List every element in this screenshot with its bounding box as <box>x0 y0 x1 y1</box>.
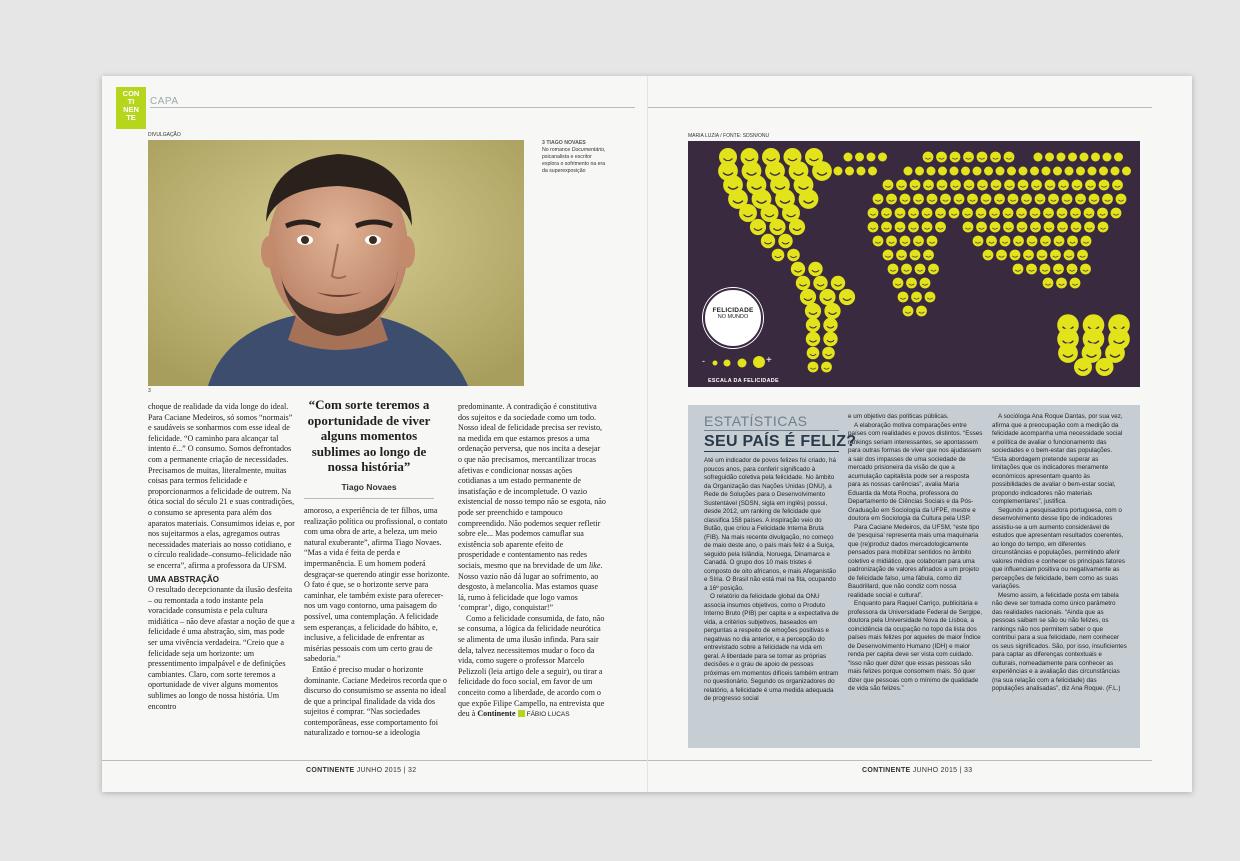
smiley-map <box>688 141 1140 387</box>
smiley-icon <box>1021 194 1032 205</box>
smiley-icon <box>973 167 982 176</box>
smiley-icon <box>1097 208 1108 219</box>
smiley-icon <box>1111 208 1122 219</box>
smiley-icon <box>981 194 992 205</box>
smiley-icon <box>996 167 1005 176</box>
box-column-3 <box>992 413 1127 694</box>
smiley-icon <box>1040 264 1051 275</box>
smiley-icon <box>844 153 853 162</box>
article-column-3 <box>458 402 606 721</box>
smiley-icon <box>986 236 997 247</box>
smiley-icon <box>954 194 965 205</box>
smiley-icon <box>991 180 1002 191</box>
smiley-icon <box>1057 208 1068 219</box>
end-mark-icon <box>518 710 525 717</box>
smiley-icon <box>857 167 866 176</box>
scale-plus: + <box>766 355 772 366</box>
smiley-icon <box>963 222 974 233</box>
smiley-icon <box>922 208 933 219</box>
smiley-icon <box>927 236 938 247</box>
paragraph: A socióloga Ana Roque Dantas, por sua vez, afirma que a preocupação com a medição da felicidade acompanha uma necessidade social e política de avaliar o funcionamento das sociedades e o bem-estar das populações. “Esta abordagem pretende superar as limitações que os indicadores meramente económicos apresentam quanto às possibilidades de avaliar o bem-estar social, propondo indicadores não materiais complementares”, justifica. <box>992 413 1123 505</box>
smiley-icon <box>831 276 845 290</box>
smiley-icon <box>1070 208 1081 219</box>
smiley-icon <box>819 289 835 305</box>
smiley-icon <box>1040 236 1051 247</box>
smiley-icon <box>1080 153 1089 162</box>
map-credit: MARIA LUZIA / FONTE: SDSN/ONU <box>688 133 770 139</box>
smiley-icon <box>1099 180 1110 191</box>
smiley-icon <box>1023 250 1034 261</box>
smiley-icon <box>961 167 970 176</box>
smiley-icon <box>973 236 984 247</box>
smiley-icon <box>1003 222 1014 233</box>
smiley-icon <box>1008 194 1019 205</box>
smiley-icon <box>739 204 757 222</box>
smiley-icon <box>915 264 926 275</box>
smiley-icon <box>1050 250 1061 261</box>
smiley-icon <box>873 194 884 205</box>
smiley-icon <box>1102 194 1113 205</box>
smiley-icon <box>923 180 934 191</box>
smiley-icon <box>906 278 917 289</box>
smiley-icon <box>901 264 912 275</box>
paragraph: Segundo a pesquisadora portuguesa, com o desenvolvimento desse tipo de indicadores assistiu-se a um aumento considerável de estudos que apresentam resultados coerentes, ao longo do tempo, em diferentes circunstâncias e populações, permitindo aferir valores médios e conhecer os principais fatores que influenciam positiva ou negativamente as percepções de felicidade, bem como as suas variações. <box>992 506 1126 590</box>
smiley-icon <box>1000 236 1011 247</box>
photo-caption: 3 TIAGO NOVAES No romance Documentário, psicanalista e escritor explora o sofrimento na era da superexposição <box>542 140 606 174</box>
smiley-icon <box>927 194 938 205</box>
smiley-icon <box>935 222 946 233</box>
paragraph: Então é preciso mudar o horizonte dominante. Caciane Medeiros recorda que o discurso do consumismo se assenta no ideal de que a principal finalidade da vida dos sujeitos é comprar. “Nas sociedades contemporâneas, esse comportamento foi naturalizado e tornou-se a ideologia <box>304 664 447 738</box>
smiley-icon <box>895 208 906 219</box>
smiley-icon <box>823 318 837 332</box>
smiley-icon <box>888 264 899 275</box>
smiley-icon <box>1017 222 1028 233</box>
smiley-icon <box>1030 208 1041 219</box>
smiley-icon <box>1030 167 1039 176</box>
smiley-icon <box>936 152 947 163</box>
smiley-icon <box>1065 167 1074 176</box>
smiley-icon <box>868 222 879 233</box>
smiley-icon <box>796 276 810 290</box>
paragraph: O relatório da felicidade global da ONU associa insumos objetivos, como o Produto Interno Bruto (PIB) per capita e a expectativa de vida, a critérios subjetivos, baseados em perguntas a respeito de emoções positivas e negativas no dia anterior, e a percepção do entrevistado sobre a felicidade na vida em geral. A liberdade para se tomar as próprias decisões e o grau de apoio de pessoas próximas em momentos difíceis também entram no questionário. Segundo os organizadores do relatório, a felicidade é uma medida adequada de progresso social <box>704 593 839 702</box>
smiley-icon <box>883 180 894 191</box>
pull-quote: “Com sorte teremos a oportunidade de viver alguns momentos sublimes ao longo de nossa história” <box>307 397 431 474</box>
smiley-icon <box>787 249 800 262</box>
smiley-icon <box>800 289 816 305</box>
smiley-icon <box>778 234 792 248</box>
paragraph: A elaboração motiva comparações entre países com realidades e povos distintos. “Esses rankings seriam interessantes, se apontassem para outras formas de viver que nos ajudassem a sair dos impasses de uma sociedade de mercado prisioneira da visão de que a acumulação capitalista pode ser a resposta para as nossas carências”, avalia Maria Eduarda da Mota Rocha, professora do Departamento de Ciências Sociais e da Pós-Graduação em Sociologia da UFPE, mestre e doutora em Sociologia da Cultura pela USP. <box>848 421 983 522</box>
smiley-icon <box>1116 194 1127 205</box>
left-footer <box>102 760 647 784</box>
header-rule <box>150 107 635 108</box>
smiley-icon <box>1068 153 1077 162</box>
article-column-2 <box>304 506 452 739</box>
smiley-icon <box>867 153 876 162</box>
portrait-photo <box>148 140 524 386</box>
smiley-icon <box>1013 236 1024 247</box>
smiley-icon <box>1004 152 1015 163</box>
smiley-icon <box>1084 222 1095 233</box>
smiley-icon <box>927 167 936 176</box>
smiley-icon <box>1058 180 1069 191</box>
smiley-icon <box>967 194 978 205</box>
smiley-icon <box>1098 222 1109 233</box>
smiley-icon <box>791 262 805 276</box>
smiley-icon <box>925 292 936 303</box>
paragraph: predominante. A contradição é constitutiva dos sujeitos e da sociedade como um todo. Nosso ideal de felicidade precisa ser revisto, na medida em que estamos presos a uma ordenação perversa, que nos incita a desejar o que não precisamos, mercantilizar trocas afetivas e condicionar nossas ações cotidianas a um estado permanente de insatisfação e de incompletude. O vazio existencial de nosso tempo não se esgota, não pode ser preenchido e tampouco compreendido. Não podemos sequer refletir sobre ele... Mas podemos camuflar sua existência sob aparente efeito de prosperidade e contentamento nas redes sociais, mesmo que na brevidade de um like. Nosso vazio não dá lugar ao sofrimento, ao desgosto, à melancolia. Mas estamos quase lá, rumo à felicidade que logo vamos ‘comprar’, digo, conquistar!” <box>458 402 606 613</box>
smiley-icon <box>806 332 820 346</box>
smiley-icon <box>1048 194 1059 205</box>
smiley-icon <box>898 292 909 303</box>
smiley-icon <box>1067 264 1078 275</box>
box-column-1 <box>704 457 839 704</box>
smiley-icon <box>769 219 785 235</box>
smiley-icon <box>822 347 835 360</box>
smiley-icon <box>976 208 987 219</box>
smiley-icon <box>1003 208 1014 219</box>
smiley-icon <box>883 250 894 261</box>
smiley-icon <box>1070 278 1081 289</box>
smiley-icon <box>928 264 939 275</box>
smiley-icon <box>976 222 987 233</box>
smiley-icon <box>1062 194 1073 205</box>
smiley-icon <box>1056 278 1067 289</box>
smiley-icon <box>1034 153 1043 162</box>
scale-minus: - <box>702 356 705 366</box>
smiley-icon <box>996 250 1007 261</box>
smiley-icon <box>1072 180 1083 191</box>
smiley-icon <box>908 222 919 233</box>
smiley-icon <box>886 236 897 247</box>
smiley-icon <box>1045 180 1056 191</box>
smiley-icon <box>910 250 921 261</box>
smiley-icon <box>911 292 922 303</box>
smiley-icon <box>963 152 974 163</box>
box-headline: SEU PAÍS É FELIZ? <box>704 433 857 450</box>
smiley-icon <box>990 152 1001 163</box>
smiley-icon <box>873 236 884 247</box>
smiley-icon <box>1085 180 1096 191</box>
smiley-icon <box>1018 180 1029 191</box>
smiley-icon <box>886 194 897 205</box>
photo-number: 3 <box>148 388 151 394</box>
paragraph: Enquanto para Raquel Carriço, publicitária e professora da Universidade Federal de Sergipe, doutora pela Universidade Nova de Lisboa, a coincidência da ocupação no topo da lista dos países mais felizes por aqueles de maior Índice de Desenvolvimento Humano (IDH) e maior renda per capita deve ser vista com cuidado. “Isso não quer dizer que essas pessoas são mais felizes porque consomem mais. Só quer dizer que pessoas com o mínimo de qualidade de vida são felizes.” <box>848 600 983 692</box>
scale-smileys-icon <box>710 354 790 370</box>
left-page <box>102 76 647 792</box>
right-page <box>648 76 1192 792</box>
smiley-icon <box>761 234 775 248</box>
smiley-icon <box>1043 208 1054 219</box>
smiley-icon <box>962 208 973 219</box>
smiley-icon <box>1007 167 1016 176</box>
subheading: UMA ABSTRAÇÃO <box>148 574 219 584</box>
smiley-icon <box>922 222 933 233</box>
smiley-icon <box>916 306 927 317</box>
smiley-icon <box>1091 153 1100 162</box>
smiley-icon <box>1030 222 1041 233</box>
folio: CONTINENTE JUNHO 2015 | 32 <box>306 767 417 774</box>
smiley-icon <box>990 222 1001 233</box>
smiley-icon <box>977 180 988 191</box>
smiley-icon <box>994 194 1005 205</box>
smiley-icon <box>1112 180 1123 191</box>
header-rule <box>648 107 1152 108</box>
photo-credit: DIVULGAÇÃO <box>148 132 181 138</box>
smiley-icon <box>964 180 975 191</box>
smiley-icon <box>1074 358 1092 376</box>
smiley-icon <box>950 180 961 191</box>
smiley-icon <box>1058 343 1078 363</box>
smiley-icon <box>950 152 961 163</box>
smiley-icon <box>1088 167 1097 176</box>
smiley-icon <box>881 222 892 233</box>
smiley-icon <box>935 208 946 219</box>
smiley-icon <box>824 303 840 319</box>
smiley-icon <box>1031 180 1042 191</box>
smiley-icon <box>1013 264 1024 275</box>
smiley-icon <box>1042 167 1051 176</box>
smiley-icon <box>1077 250 1088 261</box>
smiley-icon <box>821 362 832 373</box>
smiley-icon <box>881 208 892 219</box>
smiley-icon <box>923 250 934 261</box>
folio: CONTINENTE JUNHO 2015 | 33 <box>862 767 973 774</box>
smiley-icon <box>1057 222 1068 233</box>
smiley-icon <box>1016 208 1027 219</box>
smiley-icon <box>950 167 959 176</box>
smiley-icon <box>1071 222 1082 233</box>
smiley-icon <box>1067 236 1078 247</box>
smiley-icon <box>1122 167 1131 176</box>
paragraph: Mesmo assim, a felicidade posta em tabela não deve ser tomada como único parâmetro das realidades nacionais. “Ainda que as pessoas saibam se são ou não felizes, os rankings não nos permitem saber o que contribui para a sua felicidade, nem conhecer os seus significados. São, por isso, insuficientes para captar as diferenças contextuais e culturais, nomeadamente para conhecer as experiências e a avaliação das circunstâncias (na sua relação com a felicidade) das populações analisadas”, diz Ana Roque. (F.L.) <box>992 591 1127 692</box>
smiley-icon <box>1076 167 1085 176</box>
smiley-icon <box>808 262 822 276</box>
smiley-icon <box>900 194 911 205</box>
smiley-icon <box>1114 153 1123 162</box>
smiley-icon <box>1045 153 1054 162</box>
smiley-icon <box>1026 264 1037 275</box>
smiley-icon <box>949 208 960 219</box>
smiley-icon <box>750 219 766 235</box>
paragraph: Até um indicador de povos felizes foi criado, há poucos anos, para conferir significado à sofreguidão coletiva pela felicidade. No âmbito da Organização das Nações Unidas (ONU), a Rede de Soluções para o Desenvolvimento Sustentável (SDSN, sigla em inglês) possui, desde 2012, um ranking de felicidade que classifica 158 países. A inspiração veio do Butão, que criou a Felicidade Interna Bruta (FIB). Na mais recente divulgação, no começo de maio deste ano, o país mais feliz é a Suíça, seguido pela Islândia, Noruega, Dinamarca e Canadá. O grupo dos 10 mais tristes é composto de oito africanos, e mais Afeganistão e Síria. O Brasil não está mal na fita, ocupando a 16º posição. <box>704 457 836 592</box>
smiley-icon <box>799 189 819 209</box>
paragraph: amoroso, a experiência de ter filhos, uma realização política ou profissional, o contato com uma obra de arte, a beleza, um meio natural exuberante”, afirma Tiago Novaes. “Mas a vida é feita de perda e impermanência. E um homem poderá desgraçar-se querendo atingir esse horizonte. O fato é que, se o horizonte serve para caminhar, ele também existe para oferecer-nos um vago contorno, uma paisagem do possível, uma contemplação. A felicidade sem esperanças, a felicidade do hábito, e, inclusive, a felicidade de enfrentar as misérias pessoais com um certo grau de sabedoria.” <box>304 506 450 664</box>
smiley-icon <box>938 167 947 176</box>
smiley-icon <box>937 180 948 191</box>
smiley-icon <box>1057 153 1066 162</box>
paragraph: Para Caciane Medeiros, da UFSM, “este tipo de ‘pesquisa’ representa mais uma maquinaria que (re)produz dados mercadologicamente pensados para mobilizar sentidos no âmbito coletivo e midiático, que colaboram para uma padronização de valores afinados a um projeto de felicidade falso, uma fábula, como diz Baudrillard, que não condiz com nossa realidade social e cultural”. <box>848 523 980 599</box>
smiley-icon <box>920 278 931 289</box>
smiley-icon <box>984 167 993 176</box>
smiley-icon <box>910 180 921 191</box>
smiley-icon <box>1064 250 1075 261</box>
smiley-icon <box>1035 194 1046 205</box>
smiley-icon <box>823 332 837 346</box>
smiley-icon <box>1019 167 1028 176</box>
scale-label: ESCALA DA FELICIDADE <box>708 378 779 384</box>
smiley-icon <box>1096 358 1114 376</box>
smiley-icon <box>896 250 907 261</box>
smiley-icon <box>807 347 820 360</box>
smiley-icon <box>868 208 879 219</box>
smiley-icon <box>1084 208 1095 219</box>
smiley-icon <box>983 250 994 261</box>
box-kicker: ESTATÍSTICAS <box>704 413 808 429</box>
smiley-icon <box>1099 167 1108 176</box>
smiley-icon <box>1044 222 1055 233</box>
smiley-icon <box>1103 153 1112 162</box>
paragraph: O resultado decepcionante da ilusão desfeita – ou remontada a todo instante pela voracidade consumista e pela cultura midiática – não deve afastar a noção de que a felicidade é uma abstração, sim, mas pode ser uma vivência verdadeira. “Creio que a felicidade seja um horizonte: um pressentimento impalpável e de definições cambiantes. Claro, com sorte teremos a oportunidade de viver alguns momentos sublimes ao longo de nossa história. Um encontro <box>148 585 295 711</box>
continente-logo: CON TI NEN TE <box>116 87 146 129</box>
smiley-icon <box>1027 236 1038 247</box>
smiley-icon <box>940 194 951 205</box>
smiley-icon <box>989 208 1000 219</box>
smiley-icon <box>913 236 924 247</box>
pull-quote-author: Tiago Novaes <box>341 482 397 492</box>
smiley-icon <box>806 318 820 332</box>
smiley-icon <box>839 289 855 305</box>
smiley-icon <box>813 276 827 290</box>
smiley-icon <box>1111 167 1120 176</box>
smiley-icon <box>903 306 914 317</box>
smiley-icon <box>1054 236 1065 247</box>
statistics-box <box>688 405 1140 748</box>
smiley-icon <box>1081 236 1092 247</box>
smiley-icon <box>1043 278 1054 289</box>
smiley-icon <box>1080 264 1091 275</box>
smiley-icon <box>834 167 843 176</box>
smiley-icon <box>855 153 864 162</box>
magazine-spread <box>102 76 1192 792</box>
smiley-icon <box>913 194 924 205</box>
smiley-icon <box>1053 167 1062 176</box>
smiley-icon <box>789 219 805 235</box>
smiley-icon <box>893 278 904 289</box>
smiley-icon <box>904 167 913 176</box>
happiness-world-map <box>688 141 1140 387</box>
pull-quote-rule <box>304 498 434 499</box>
smiley-icon <box>895 222 906 233</box>
smiley-icon <box>1053 264 1064 275</box>
smiley-icon <box>908 208 919 219</box>
article-column-1 <box>148 402 296 712</box>
smiley-icon <box>1004 180 1015 191</box>
smiley-icon <box>900 236 911 247</box>
smiley-icon <box>896 180 907 191</box>
smiley-icon <box>868 167 877 176</box>
right-footer <box>648 760 1192 784</box>
smiley-icon <box>808 362 819 373</box>
box-column-2 <box>848 413 983 694</box>
smiley-icon <box>923 152 934 163</box>
paragraph: choque de realidade da vida longe do ideal. Para Caciane Medeiros, só somos “normais” e saudáveis se sonharmos com esse ideal de felicidade. “O caminho para alcançar tal intento é...” O consumo. Somos defrontados com a permanente criação de necessidades. Precisamos de muitas, literalmente, muitas coisas para termos felicidade e proporcionarmos a felicidade de outrem. Na ótica social do século 21 e suas contradições, o consumo se apresenta para além dos aparatos materiais. Consumimos ideias e, por nos sujeitarmos a elas, agregamos outras necessidades materiais ao nosso cotidiano, e o círculo realidade–consumo–felicidade não se encerra”, afirma a professora da UFSM. <box>148 402 295 570</box>
smiley-icon <box>1075 194 1086 205</box>
smiley-icon <box>845 167 854 176</box>
smiley-icon <box>915 167 924 176</box>
smiley-icon <box>772 249 785 262</box>
map-emblem: FELICIDADE NO MUNDO <box>703 288 763 348</box>
smiley-icon <box>1037 250 1048 261</box>
smiley-icon <box>1089 194 1100 205</box>
smiley-icon <box>812 161 832 181</box>
smiley-icon <box>805 303 821 319</box>
smiley-icon <box>977 152 988 163</box>
paragraph: Como a felicidade consumida, de fato, não se consuma, a lógica da felicidade neurótica se alimenta de uma ilusão infinda. Para sair dela, talvez necessitemos mudar o foco da vida, como sugere o professor Marcelo Pelizzoli (leia artigo dele a seguir), ou tirar a felicidade do foco social, em favor de um conceito como a liberdade, de acordo com o que expõe Filipe Campello, na entrevista que deu à Continente FÁBIO LUCAS <box>458 613 605 719</box>
paragraph: e um objetivo das políticas públicas. <box>848 413 949 420</box>
smiley-icon <box>878 153 887 162</box>
smiley-icon <box>1010 250 1021 261</box>
section-label: CAPA <box>150 96 179 107</box>
